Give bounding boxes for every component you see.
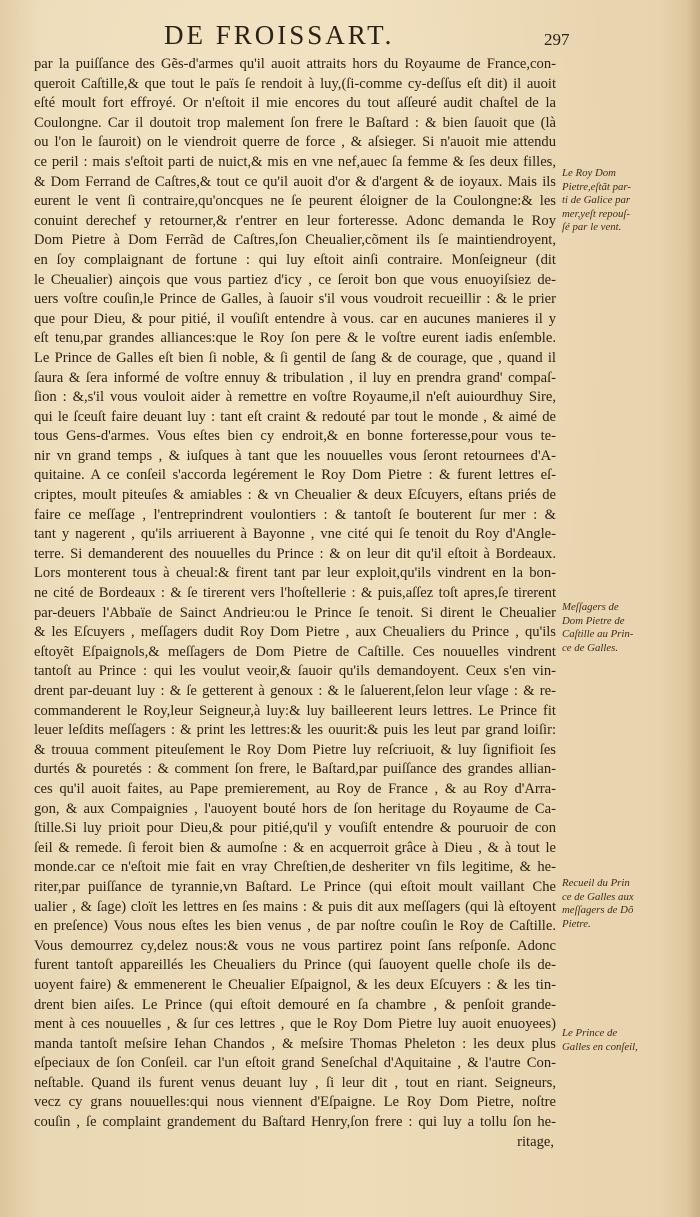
text-line: conuint derechef y retourner,& r'entrer en leur forteresse. Adonc demanda le Roy <box>34 212 556 229</box>
text-line: ſeil & remede. ſi feroit bien & aumoſne : & en acquerroit grâce à Dieu , & à tout le <box>34 839 556 856</box>
margin-note-line: Dom Pietre de <box>562 614 625 627</box>
text-line: en ſoy complaignant de fortune : qui luy eſtoit ainſi contraire. Monſeigneur (dit <box>34 251 556 268</box>
text-line: ualier , & ſage) cloït les lettres en ſes mains : & puis dit aux meſſagers (qui là eſtoyent <box>34 898 556 915</box>
text-line: Dom Pietre à Dom Ferrãd de Caſtres,ſon Cheualier,cõment ils ſe maintiendroyent, <box>34 232 556 249</box>
text-line: queroit Caſtille,& que tout le païs ſe rendoit à luy,(ſi-comme cy-deſſus eſt dit) il auoit <box>34 75 556 92</box>
text-line: ſtille.Si luy prioit pour Dieu,& pour pitié,qu'il y vouſiſt entendre & pouruoir de con <box>34 820 556 837</box>
margin-note-line: Pietre,eſtãt par- <box>562 180 631 193</box>
text-line: & trouua comment piteuſement le Roy Dom Pietre luy reſcriuoit, & luy ſignifioit ſes <box>34 741 556 758</box>
text-line: criptes, moult piteuſes & amiables : & vn Cheualier & deux Eſcuyers, eſtans priés de <box>34 487 556 504</box>
margin-note-line: Galles en conſeil, <box>562 1040 638 1053</box>
text-line: gon, & aux Compaignies , l'auoyent bouté hors de ſon heritage du Royaume de Ca- <box>34 800 556 817</box>
text-line: par-deuers l'Abbaïe de Sainct Andrieu:ou le Prince ſe tenoit. Si dirent le Cheualier <box>34 604 556 621</box>
text-line: monde.car ce n'eſtoit mie fait en vray Chreſtien,de desheriter vn fils legitime, & he- <box>34 859 556 876</box>
margin-note-2 <box>562 601 692 655</box>
text-line: vecz cy grans nouuelles:qui nous viennent d'Eſpaigne. Le Roy Dom Pietre, noſtre <box>34 1094 556 1111</box>
text-line: terre. Si demanderent des nouuelles du Prince : & on leur dit qu'il eſtoit à Bordeaux. <box>34 545 556 562</box>
text-line: eſtoyẽt Eſpaignols,& meſſagers de Dom Pietre de Caſtille. Ces nouuelles vindrent <box>34 643 556 660</box>
text-line: Vous demourrez cy,delez nous:& vous ne vous partirez point ſans reſponſe. Adonc <box>34 937 556 954</box>
text-line: manda tantoſt meſsire Iehan Chandos , & meſsire Thomas Pheleton : les deux plus <box>34 1035 556 1052</box>
text-line: faire ce meſſage , l'entreprindrent voulontiers : & tantoſt ſe bouterent ſur mer : & <box>34 506 556 523</box>
text-line: ſion : &,s'il vous vouloit aider à remettre en voſtre Royaume,il n'eſt auiourdhuy Sire, <box>34 389 556 406</box>
margin-note-line: ſé par le vent. <box>562 221 622 234</box>
text-line: eſt tenu,par grandes alliances:que le Roy ſon pere & le voſtre eurent iadis enſemble. <box>34 330 556 347</box>
text-line: eſté moult fort effroyé. Or n'eſtoit il mie encores du tout aſſeuré audit chaſtel de la <box>34 95 556 112</box>
text-line: commanderent le Roy,leur Seigneur,à luy:& luy bailleerent leurs lettres. Le Prince fit <box>34 702 556 719</box>
text-line: ne cité de Bordeaux : & ſe tirerent vers l'hoſtellerie : & puis,aſſez toſt apres,ſe tirerent <box>34 585 556 602</box>
text-line: uoyent faire) & emmenerent le Cheualier Eſpaignol, & les deux Eſcuyers : & les tin- <box>34 976 556 993</box>
text-line: ou l'on le ſauroit) on le viendroit querre de force , & aſsieger. Si n'auoit mie attendu <box>34 134 556 151</box>
text-line: tous Gens-d'armes. Vous eſtes bien cy endroit,& en bonne forteresse,pour vous te- <box>34 428 556 445</box>
text-line: drent bien aiſes. Le Prince (qui eſtoit demouré en ſa chambre , & penſoit grande- <box>34 996 556 1013</box>
text-line: Le Prince de Galles eſt bien ſi noble, & ſi gentil de ſang & de courage, que , quand il <box>34 349 556 366</box>
margin-note-line: ce de Galles aux <box>562 890 634 903</box>
page-edge-shadow <box>686 0 700 1217</box>
margin-note-line: mer,yeſt repouſ- <box>562 207 630 220</box>
margin-note-4 <box>562 1027 692 1054</box>
margin-note-line: Le Prince de <box>562 1027 618 1039</box>
text-line: eſpeciaux de ſon Conſeil. car l'un eſtoit grand Seneſchal d'Aquitaine , & l'autre Con- <box>34 1055 556 1072</box>
text-line: ritage, <box>517 1133 554 1150</box>
margin-note-1 <box>562 167 692 235</box>
text-line: en preſence) Vous nous eſtes les bien venus , de par noſtre couſin le Roy de Caſtille. <box>34 918 556 935</box>
text-line: qui le ſceuſt faire deuant luy : tant eſt craint & redouté par tout le monde , & aimé de <box>34 408 556 425</box>
text-line: ce peril : mais s'eſtoit parti de nuict,& mis en vne nef,auec ſa femme & ſes deux filles, <box>34 153 556 170</box>
text-line: nir vn grand temps , & iuſques à tant que les nouuelles vous ſeront retournees d'A- <box>34 447 556 464</box>
text-line: & les Eſcuyers , meſſagers dudit Roy Dom Pietre , aux Cheualiers du Prince , qu'ils <box>34 624 556 641</box>
margin-note-line: Caſtille au Prin- <box>562 628 634 641</box>
text-line: leuer leſdits meſſagers : & print les lettres:& les ouurit:& puis les leut par grand loiſir: <box>34 722 556 739</box>
text-line: tant y nagerent , qu'ils arriuerent à Bayonne , vne cité qui ſe tenoit du Roy d'Angle- <box>34 526 556 543</box>
running-title: DE FROISSART. <box>164 20 395 50</box>
margin-note-line: ti de Galice par <box>562 194 631 207</box>
text-line: Coulongne. Car il doutoit trop malement ſon frere le Baſtard : & bien ſauoit que (là <box>34 114 556 131</box>
text-line: par la puiſſance des Gẽs-d'armes qu'il auoit attraits hors du Royaume de France,con- <box>34 56 556 72</box>
margin-note-line: Le Roy Dom <box>562 167 616 179</box>
text-line: ſaura & ſera informé de voſtre ennuy & tribulation , il luy en prendra grand' compaſ- <box>34 369 556 386</box>
text-line: eurent le vent ſi contraire,qu'oncques ne ſe peurent éloigner de la Coulongne:& les <box>34 193 556 210</box>
text-line: riter,par puiſſance de tyrannie,vn Baſtard. Le Prince (qui eſtoit moult vaillant Che <box>34 878 556 895</box>
body-text <box>34 55 556 1152</box>
margin-note-line: Recueil du Prin <box>562 877 630 889</box>
text-line: & Dom Ferrand de Caſtres,& tout ce qu'il auoit d'or & d'argent & de ioyaux. Mais ils <box>34 173 556 190</box>
margin-note-line: Pietre. <box>562 917 591 930</box>
text-line: que pour Dieu, & pour pitié, il vouſiſt entendre à vous. car en aucunes manieres il y <box>34 310 556 327</box>
margin-note-line: Meſſagers de <box>562 601 619 613</box>
text-line: drent par-deuant luy : & ſe getterent à genoux : & le ſaluerent,ſelon leur vſage : & re- <box>34 683 556 699</box>
text-line: ces qu'il auoit faites, au Pape premierement, au Roy de France , & au Roy d'Arra- <box>34 780 556 797</box>
text-line: furent tantoſt appareillés les Cheualiers du Prince (qui ſauoyent quelle choſe ils de- <box>34 957 556 974</box>
text-line: couſin , ſe complaint grandement du Baſtard Henry,ſon frere : qui luy a tollu ſon he- <box>34 1114 556 1131</box>
margin-note-3 <box>562 877 692 931</box>
margin-note-line: ce de Galles. <box>562 641 619 654</box>
text-line: neſtable. Quand ils furent venus deuant luy , ſi leur dit , tout en riant. Seigneurs, <box>34 1074 556 1091</box>
text-line: Lors monterent tous à cheual:& firent tant par leur exploit,qu'ils vindrent en la bon- <box>34 565 556 582</box>
text-line: tantoſt au Prince : qui les voulut veoir,& ſauoir qu'ils demandoyent. Ceux s'en vin- <box>34 663 556 680</box>
page-number: 297 <box>544 30 570 49</box>
text-line: uers voſtre couſin,le Prince de Galles, à ſauoir s'il vous voudroit recueillir : & le prier <box>34 291 556 308</box>
text-line: ment à ces nouuelles , & ſur ces lettres , que le Roy Dom Pietre luy auoit enuoyees) <box>34 1016 556 1033</box>
text-line: le Cheualier) ainçois que vous partiez d'icy , ce ſeroit bon que vous enuoyiſsiez de- <box>34 271 556 288</box>
text-line: durtés & pouretés : & comment ſon frere, le Baſtard,par puiſſance des grandes allian- <box>34 761 556 778</box>
margin-note-line: meſſagers de Dõ <box>562 904 634 917</box>
text-line: quitaine. A ce conſeil s'accorda legérement le Roy Dom Pietre : & furent lettres eſ- <box>34 467 556 484</box>
